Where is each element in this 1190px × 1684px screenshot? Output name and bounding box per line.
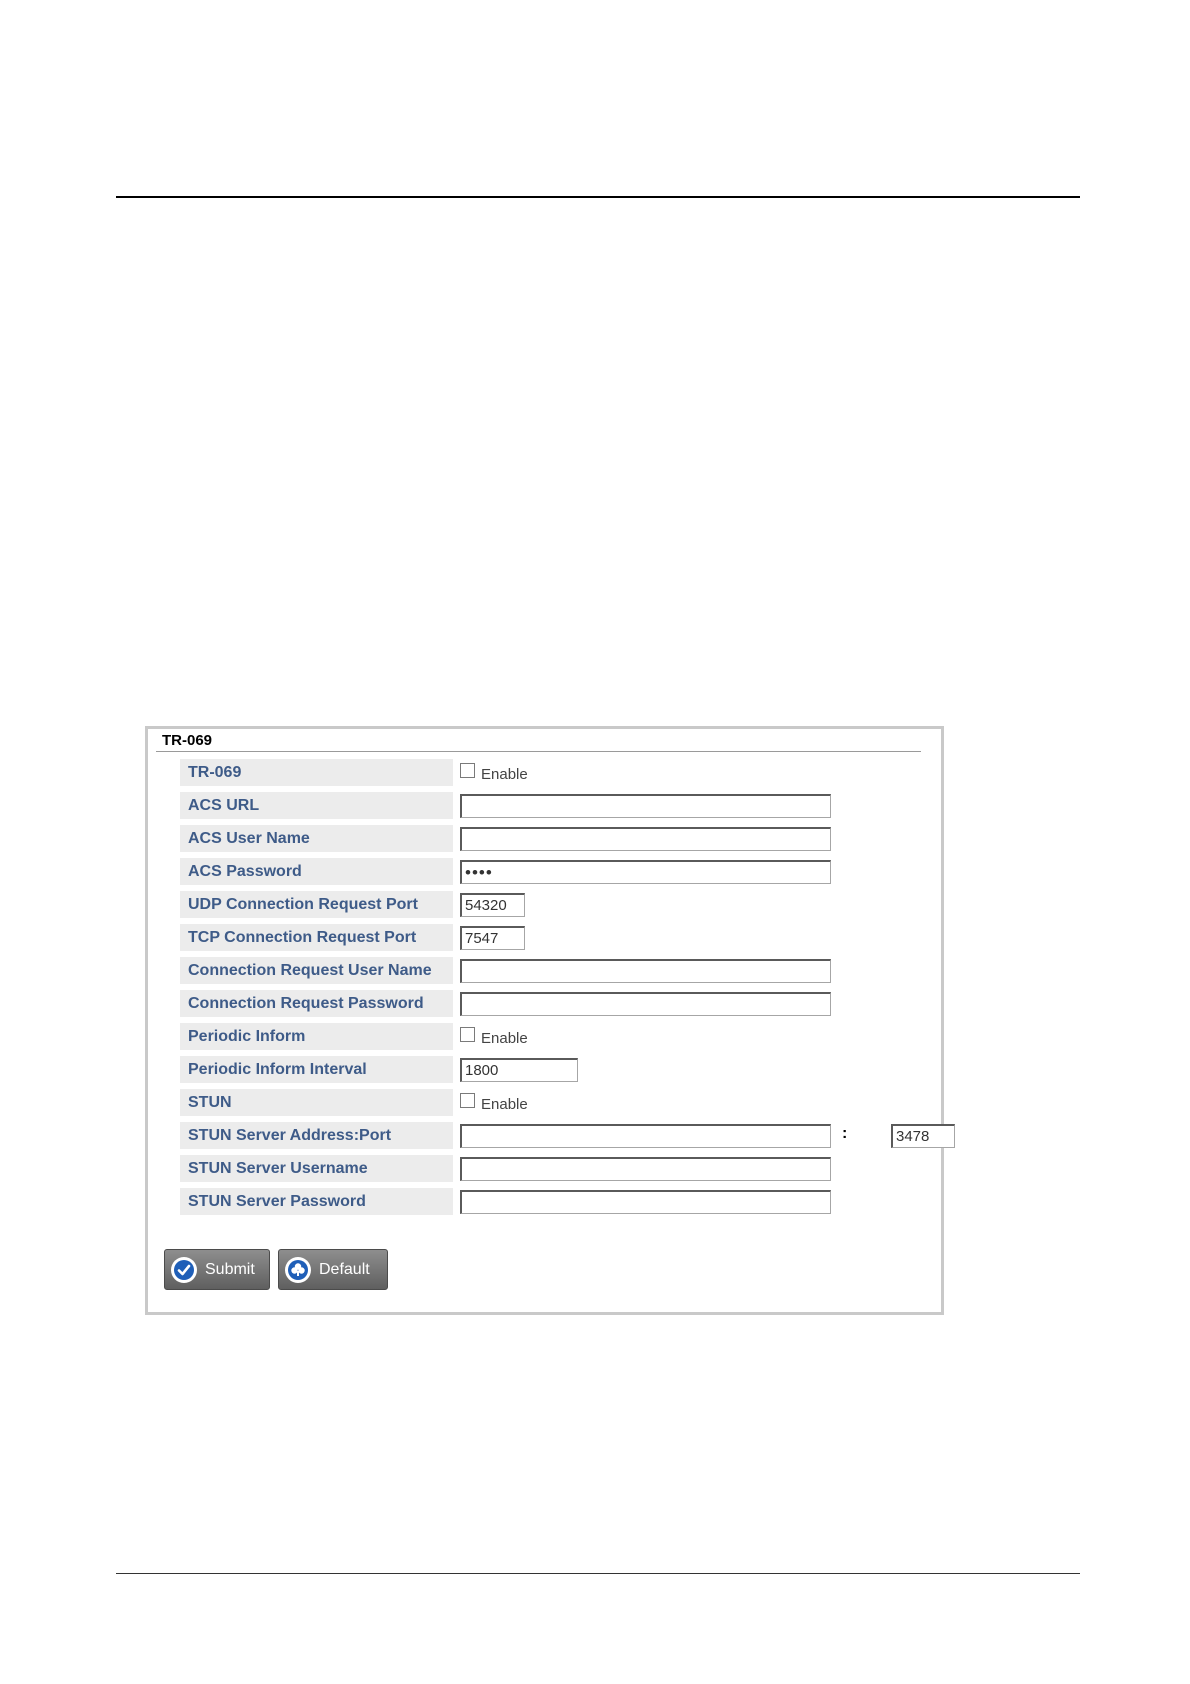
header-rule [116,196,1080,198]
acs-password-input[interactable] [460,860,831,884]
periodic-interval-label: Periodic Inform Interval [180,1056,453,1083]
tcp-port-label: TCP Connection Request Port [180,924,453,951]
stun-user-label: STUN Server Username [180,1155,453,1182]
tcp-port-input[interactable] [460,926,525,950]
periodic-interval-input[interactable] [460,1058,578,1082]
conn-user-label: Connection Request User Name [180,957,453,984]
submit-button[interactable] [164,1249,270,1290]
stun-address-label: STUN Server Address:Port [180,1122,453,1149]
stun-port-separator: : [842,1125,848,1142]
udp-port-label: UDP Connection Request Port [180,891,453,918]
conn-user-input[interactable] [460,959,831,983]
tr069-enable-checkbox[interactable] [460,763,475,778]
stun-address-input[interactable] [460,1124,831,1148]
default-button-label: Default [319,1260,370,1278]
stun-user-input[interactable] [460,1157,831,1181]
stun-label: STUN [180,1089,453,1116]
periodic-inform-enable-label: Enable [481,1030,528,1047]
stun-enable [460,1089,528,1116]
row-stun-address [180,1122,960,1149]
tr069-label: TR-069 [180,759,453,786]
panel-divider [156,751,921,752]
footer-rule [116,1573,1080,1574]
acs-password-label: ACS Password [180,858,453,885]
stun-enable-label: Enable [481,1096,528,1113]
stun-password-input[interactable] [460,1190,831,1214]
stun-enable-checkbox[interactable] [460,1093,475,1108]
default-button[interactable] [278,1249,388,1290]
udp-port-input[interactable] [460,893,525,917]
submit-button-label: Submit [205,1260,255,1278]
conn-password-label: Connection Request Password [180,990,453,1017]
conn-password-input[interactable] [460,992,831,1016]
periodic-inform-label: Periodic Inform [180,1023,453,1050]
acs-url-label: ACS URL [180,792,453,819]
periodic-inform-enable [460,1023,528,1050]
stun-port-input[interactable] [891,1124,955,1148]
check-icon [171,1257,197,1283]
acs-url-input[interactable] [460,794,831,818]
tr069-panel [145,726,944,1315]
clover-icon [285,1257,311,1283]
tr069-enable [460,759,528,786]
tr069-enable-label: Enable [481,766,528,783]
acs-user-label: ACS User Name [180,825,453,852]
periodic-inform-checkbox[interactable] [460,1027,475,1042]
panel-title: TR-069 [162,732,213,749]
acs-user-input[interactable] [460,827,831,851]
stun-password-label: STUN Server Password [180,1188,453,1215]
